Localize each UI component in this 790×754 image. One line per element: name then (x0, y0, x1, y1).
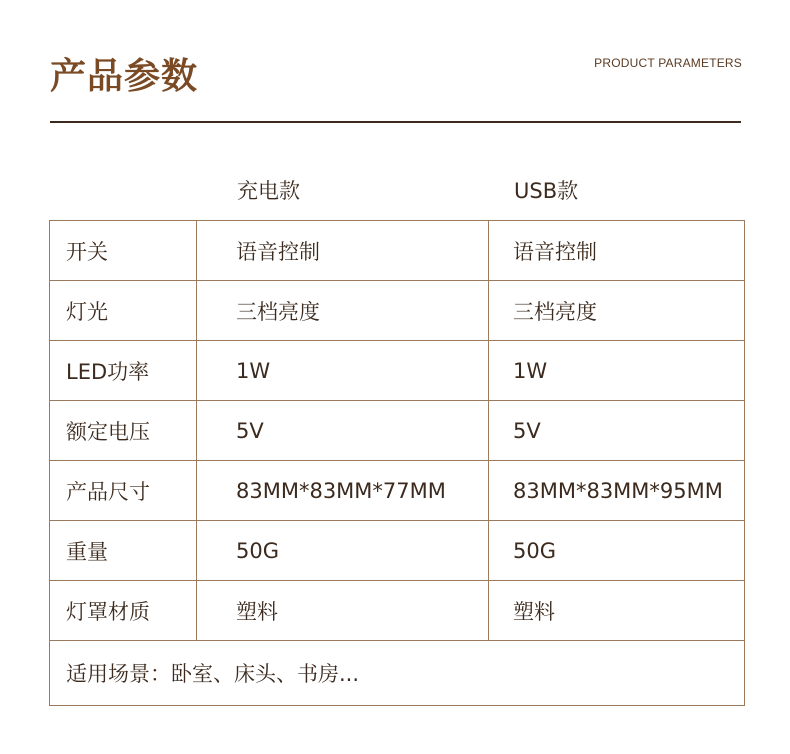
rechargeable-value: 三档亮度 (197, 281, 489, 341)
page-subtitle: PRODUCT PARAMETERS (594, 56, 742, 70)
table-row (50, 461, 745, 521)
row-label: 额定电压 (50, 401, 197, 461)
rechargeable-value: 50G (197, 521, 489, 581)
table-row-footer (50, 641, 745, 706)
rechargeable-value: 语音控制 (197, 221, 489, 281)
header-divider (50, 121, 741, 123)
usb-value: 50G (489, 521, 745, 581)
table-row (50, 401, 745, 461)
usb-value: 83MM*83MM*95MM (489, 461, 745, 521)
table-row (50, 221, 745, 281)
usb-value: 语音控制 (489, 221, 745, 281)
row-label: LED功率 (50, 341, 197, 401)
column-header-usb: USB款 (514, 179, 579, 203)
column-header-rechargeable: 充电款 (237, 179, 300, 203)
page-title: 产品参数 (50, 56, 199, 97)
rechargeable-value: 塑料 (197, 581, 489, 641)
usb-value: 塑料 (489, 581, 745, 641)
usb-value: 1W (489, 341, 745, 401)
row-label: 重量 (50, 521, 197, 581)
usage-scenarios-note: 适用场景：卧室、床头、书房... (50, 641, 745, 706)
usb-value: 三档亮度 (489, 281, 745, 341)
table-row (50, 581, 745, 641)
rechargeable-value: 1W (197, 341, 489, 401)
parameters-table (49, 220, 745, 706)
row-label: 产品尺寸 (50, 461, 197, 521)
rechargeable-value: 5V (197, 401, 489, 461)
row-label: 灯罩材质 (50, 581, 197, 641)
rechargeable-value: 83MM*83MM*77MM (197, 461, 489, 521)
table-row (50, 341, 745, 401)
row-label: 灯光 (50, 281, 197, 341)
row-label: 开关 (50, 221, 197, 281)
table-row (50, 521, 745, 581)
table-row (50, 281, 745, 341)
usb-value: 5V (489, 401, 745, 461)
